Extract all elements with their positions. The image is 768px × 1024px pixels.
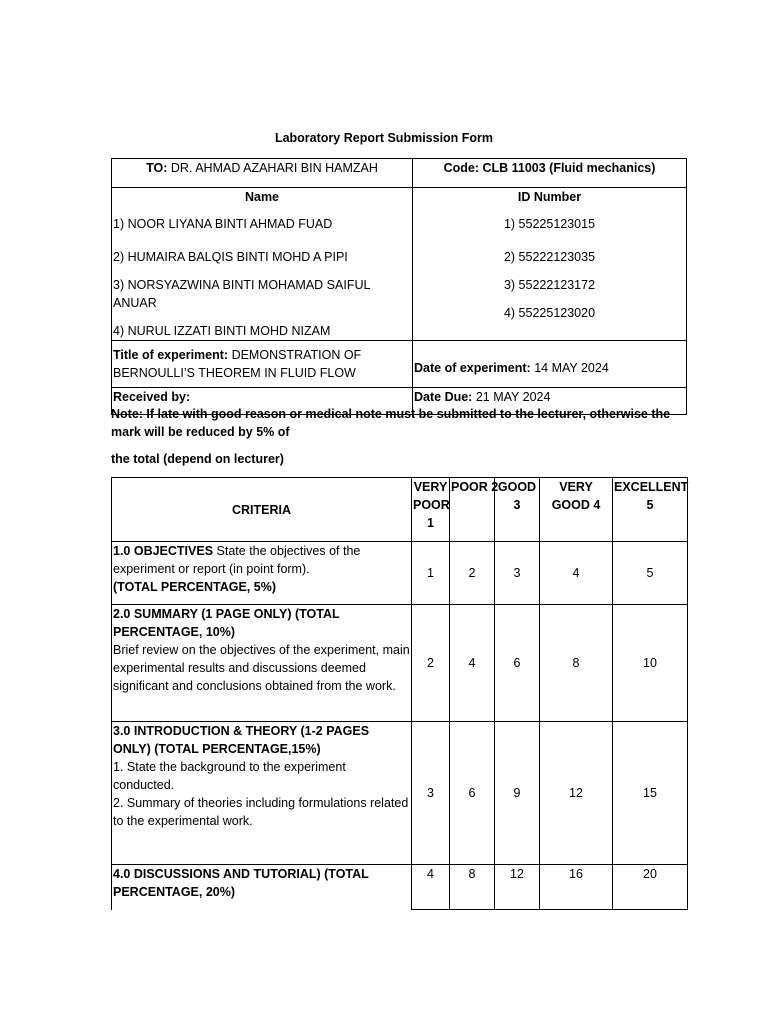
due-date-label: Date Due: [414, 390, 473, 404]
criterion-body: State the objectives of the experiment or report (in point form). [113, 544, 361, 576]
to-cell [112, 159, 413, 188]
member-name-1: 1) NOOR LIYANA BINTI AHMAD FUAD [113, 217, 333, 231]
ids-cell [413, 188, 687, 341]
criterion-body-1: 1. State the background to the experiment conducted. [113, 760, 346, 792]
submission-info-table [111, 158, 687, 415]
score-cell: 2 [450, 542, 495, 605]
rubric-row-discussions [112, 865, 688, 910]
score-cell: 16 [540, 865, 613, 910]
score-cell: 15 [613, 722, 688, 865]
member-name-2: 2) HUMAIRA BALQIS BINTI MOHD A PIPI [113, 250, 348, 264]
score-cell: 4 [450, 605, 495, 722]
due-date-value: 21 MAY 2024 [475, 390, 551, 404]
criterion-objectives [112, 542, 412, 605]
criterion-discussions: 4.0 DISCUSSIONS AND TUTORIAL) (TOTAL PERCENTAGE, 20%) [112, 865, 412, 910]
score-cell: 10 [613, 605, 688, 722]
names-cell [112, 188, 413, 341]
level-very-poor: VERY POOR 1 [412, 478, 450, 542]
score-cell: 6 [450, 722, 495, 865]
criterion-head: 3.0 INTRODUCTION & THEORY (1-2 PAGES ONLY) (TOTAL PERCENTAGE,15%) [113, 724, 370, 756]
lecturer-name: DR. AHMAD AZAHARI BIN HAMZAH [170, 161, 378, 175]
score-cell: 9 [495, 722, 540, 865]
level-excellent: EXCELLENT 5 [613, 478, 688, 542]
name-header: Name [244, 190, 280, 204]
score-cell: 5 [613, 542, 688, 605]
rubric-row-summary [112, 605, 688, 722]
to-label: TO: [146, 161, 168, 175]
score-cell: 12 [540, 722, 613, 865]
level-good: GOOD 3 [495, 478, 540, 542]
member-id-2: 2) 55222123035 [503, 250, 596, 264]
score-cell: 4 [412, 865, 450, 910]
form-title: Laboratory Report Submission Form [274, 131, 494, 145]
experiment-title-cell [112, 341, 413, 388]
score-cell: 2 [412, 605, 450, 722]
rubric-table [111, 477, 688, 910]
level-very-good: VERY GOOD 4 [540, 478, 613, 542]
score-cell: 4 [540, 542, 613, 605]
late-note-continued: the total (depend on lecturer) [111, 452, 284, 466]
criterion-head: 2.0 SUMMARY (1 PAGE ONLY) (TOTAL PERCENTAGE, 10%) [113, 607, 340, 639]
criterion-tail: (TOTAL PERCENTAGE, 5%) [113, 580, 276, 594]
rubric-row-introduction [112, 722, 688, 865]
score-cell: 8 [540, 605, 613, 722]
score-cell: 1 [412, 542, 450, 605]
level-poor: POOR 2 [450, 478, 495, 542]
late-note: Note: If late with good reason or medical note must be submitted to the lecturer, otherwise the mark will be reduced by 5% of [111, 407, 671, 439]
experiment-title-value: DEMONSTRATION OF BERNOULLI’S THEOREM IN FLUID FLOW [113, 348, 362, 380]
criteria-header: CRITERIA [112, 478, 412, 542]
received-by: Received by: [112, 388, 413, 415]
criterion-summary [112, 605, 412, 722]
rubric-row-objectives [112, 542, 688, 605]
experiment-date-cell [413, 341, 687, 388]
criterion-introduction [112, 722, 412, 865]
score-cell: 3 [412, 722, 450, 865]
member-name-3: 3) NORSYAZWINA BINTI MOHAMAD SAIFUL ANUAR [113, 278, 370, 310]
score-cell: 3 [495, 542, 540, 605]
score-cell: 6 [495, 605, 540, 722]
member-id-4: 4) 55225123020 [503, 306, 596, 320]
member-name-4: 4) NURUL IZZATI BINTI MOHD NIZAM [113, 324, 331, 338]
experiment-date-value: 14 MAY 2024 [534, 361, 609, 375]
member-id-1: 1) 55225123015 [503, 217, 596, 231]
experiment-title-label: Title of experiment: [113, 348, 229, 362]
course-code: Code: CLB 11003 (Fluid mechanics) [413, 159, 687, 188]
criterion-head: 1.0 OBJECTIVES [113, 544, 214, 558]
criterion-body: Brief review on the objectives of the experiment, main experimental results and discussions deemed significant and conclusions obtained from the work. [113, 643, 410, 693]
experiment-date-label: Date of experiment: [414, 361, 531, 375]
score-cell: 12 [495, 865, 540, 910]
criterion-body-2: 2. Summary of theories including formulations related to the experimental work. [113, 796, 409, 828]
score-cell: 8 [450, 865, 495, 910]
member-id-3: 3) 55222123172 [503, 278, 596, 292]
id-header: ID Number [517, 190, 582, 204]
score-cell: 20 [613, 865, 688, 910]
